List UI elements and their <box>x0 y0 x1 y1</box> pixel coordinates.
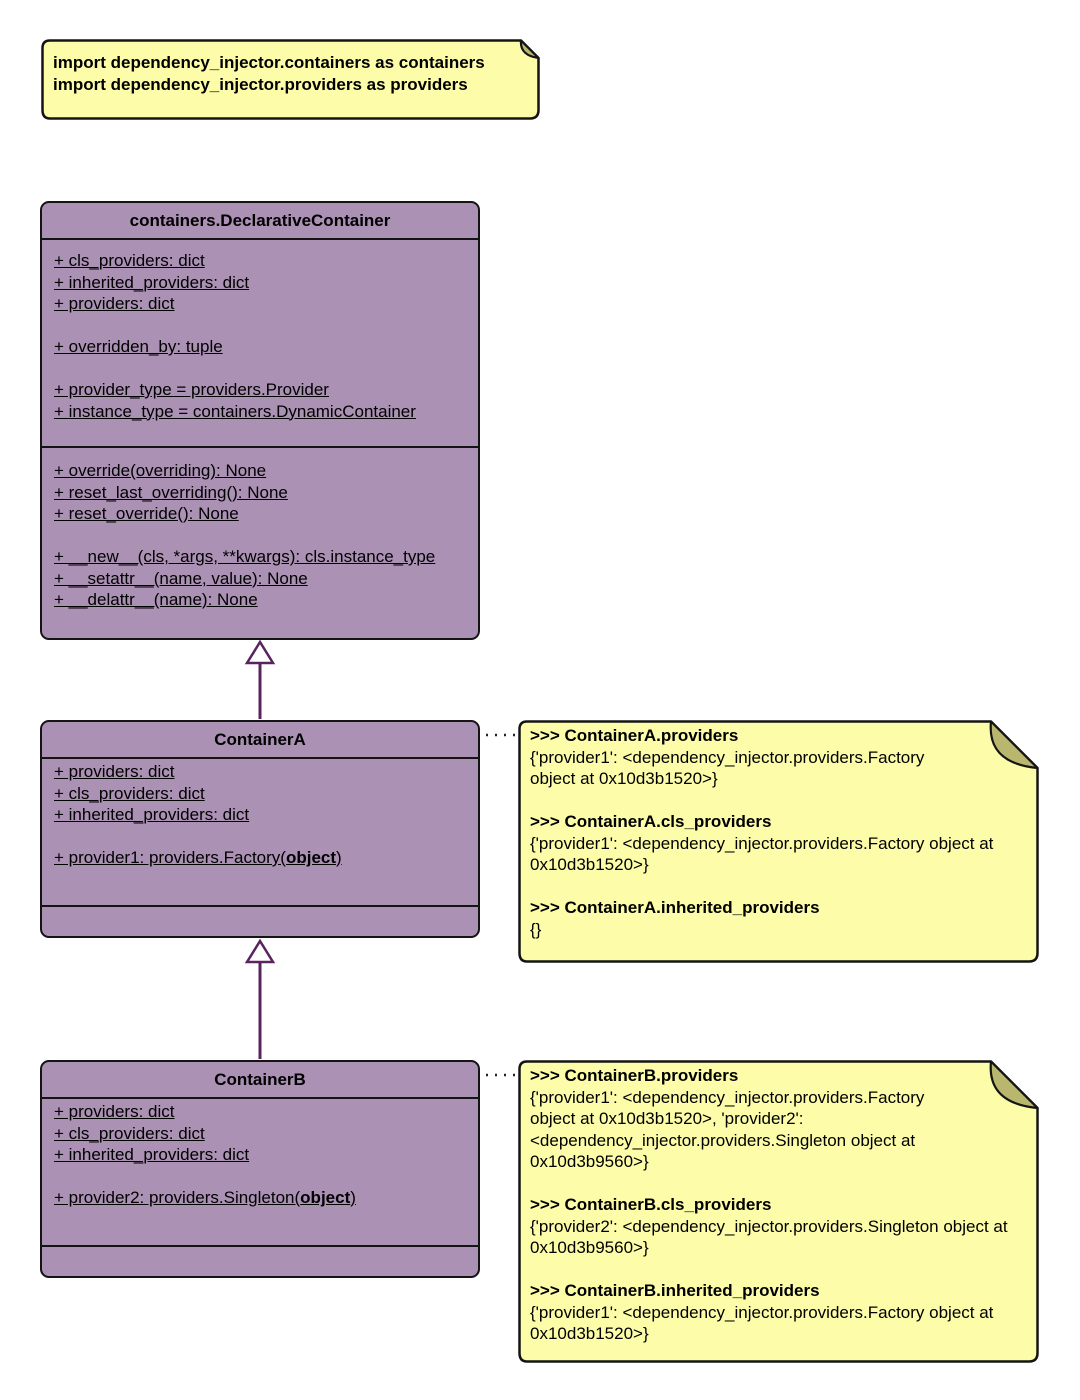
attribute-inherited-providers: + inherited_providers: dict <box>54 1145 250 1164</box>
attribute-cls-providers: + cls_providers: dict <box>54 1123 205 1143</box>
repl-output: object at 0x10d3b1520>, 'provider2': <box>530 1109 804 1128</box>
repl-output: 0x10d3b9560>} <box>530 1238 649 1257</box>
repl-command: >>> ContainerA.inherited_providers <box>530 898 820 917</box>
repl-output: {'provider1': <dependency_injector.providers.Factory <box>530 747 925 767</box>
attribute-providers: + providers: dict <box>54 1102 175 1121</box>
repl-output: {'provider2': <dependency_injector.providers.Singleton object at <box>530 1216 1008 1236</box>
class-containera <box>40 720 480 938</box>
attribute-provider1: + provider1: providers.Factory(object) <box>54 848 342 867</box>
attribute-overridden-by: + overridden_by: tuple <box>54 337 223 356</box>
import-statement: import dependency_injector.providers as providers <box>53 74 468 94</box>
class-declarativecontainer <box>40 201 480 640</box>
class-title-declarativecontainer: containers.DeclarativeContainer <box>42 203 478 240</box>
attribute-instance-type: + instance_type = containers.DynamicContainer <box>54 401 416 421</box>
inheritance-arrow-containerb-to-containera <box>247 941 273 1059</box>
repl-command: >>> ContainerA.providers <box>530 726 739 745</box>
note-containera-output <box>518 720 1039 963</box>
attribute-provider2: + provider2: providers.Singleton(object) <box>54 1188 356 1207</box>
method-delattr: + __delattr__(name): None <box>54 590 258 609</box>
attribute-cls-providers: + cls_providers: dict <box>54 251 205 270</box>
methods-section-empty <box>42 907 478 937</box>
repl-output: 0x10d3b1520>} <box>530 855 649 874</box>
attribute-cls-providers: + cls_providers: dict <box>54 783 205 803</box>
import-statement: import dependency_injector.containers as containers <box>53 53 485 72</box>
attributes-section <box>42 759 478 907</box>
repl-output: {'provider1': <dependency_injector.providers.Factory <box>530 1087 925 1107</box>
attributes-section <box>42 240 478 448</box>
method-reset-override: + reset_override(): None <box>54 504 239 523</box>
method-override: + override(overriding): None <box>54 461 267 480</box>
attribute-providers: + providers: dict <box>54 762 175 781</box>
attribute-inherited-providers: + inherited_providers: dict <box>54 272 250 292</box>
method-setattr: + __setattr__(name, value): None <box>54 568 308 588</box>
method-new: + __new__(cls, *args, **kwargs): cls.instance_type <box>54 547 436 566</box>
method-reset-last-overriding: + reset_last_overriding(): None <box>54 482 288 502</box>
class-containerb <box>40 1060 480 1278</box>
repl-command: >>> ContainerB.cls_providers <box>530 1195 772 1214</box>
repl-output: {'provider1': <dependency_injector.providers.Factory object at <box>530 833 994 853</box>
attribute-provider-type: + provider_type = providers.Provider <box>54 380 329 399</box>
repl-output: object at 0x10d3b1520>} <box>530 769 718 788</box>
repl-output: {'provider1': <dependency_injector.providers.Factory object at <box>530 1302 994 1322</box>
repl-command: >>> ContainerB.providers <box>530 1066 739 1085</box>
attributes-section <box>42 1099 478 1247</box>
methods-section <box>42 448 478 639</box>
repl-output: 0x10d3b1520>} <box>530 1324 649 1343</box>
repl-command: >>> ContainerA.cls_providers <box>530 812 772 831</box>
note-containerb-output <box>518 1060 1039 1363</box>
repl-output: <dependency_injector.providers.Singleton object at <box>530 1130 916 1150</box>
imports-note <box>41 39 540 120</box>
methods-section-empty <box>42 1247 478 1277</box>
attribute-inherited-providers: + inherited_providers: dict <box>54 805 250 824</box>
class-title-containera: ContainerA <box>42 722 478 759</box>
repl-output: 0x10d3b9560>} <box>530 1152 649 1171</box>
inheritance-arrow-containera-to-declarative <box>247 642 273 719</box>
repl-output: {} <box>530 919 542 939</box>
repl-command: >>> ContainerB.inherited_providers <box>530 1281 820 1300</box>
class-title-containerb: ContainerB <box>42 1062 478 1099</box>
attribute-providers: + providers: dict <box>54 294 175 313</box>
